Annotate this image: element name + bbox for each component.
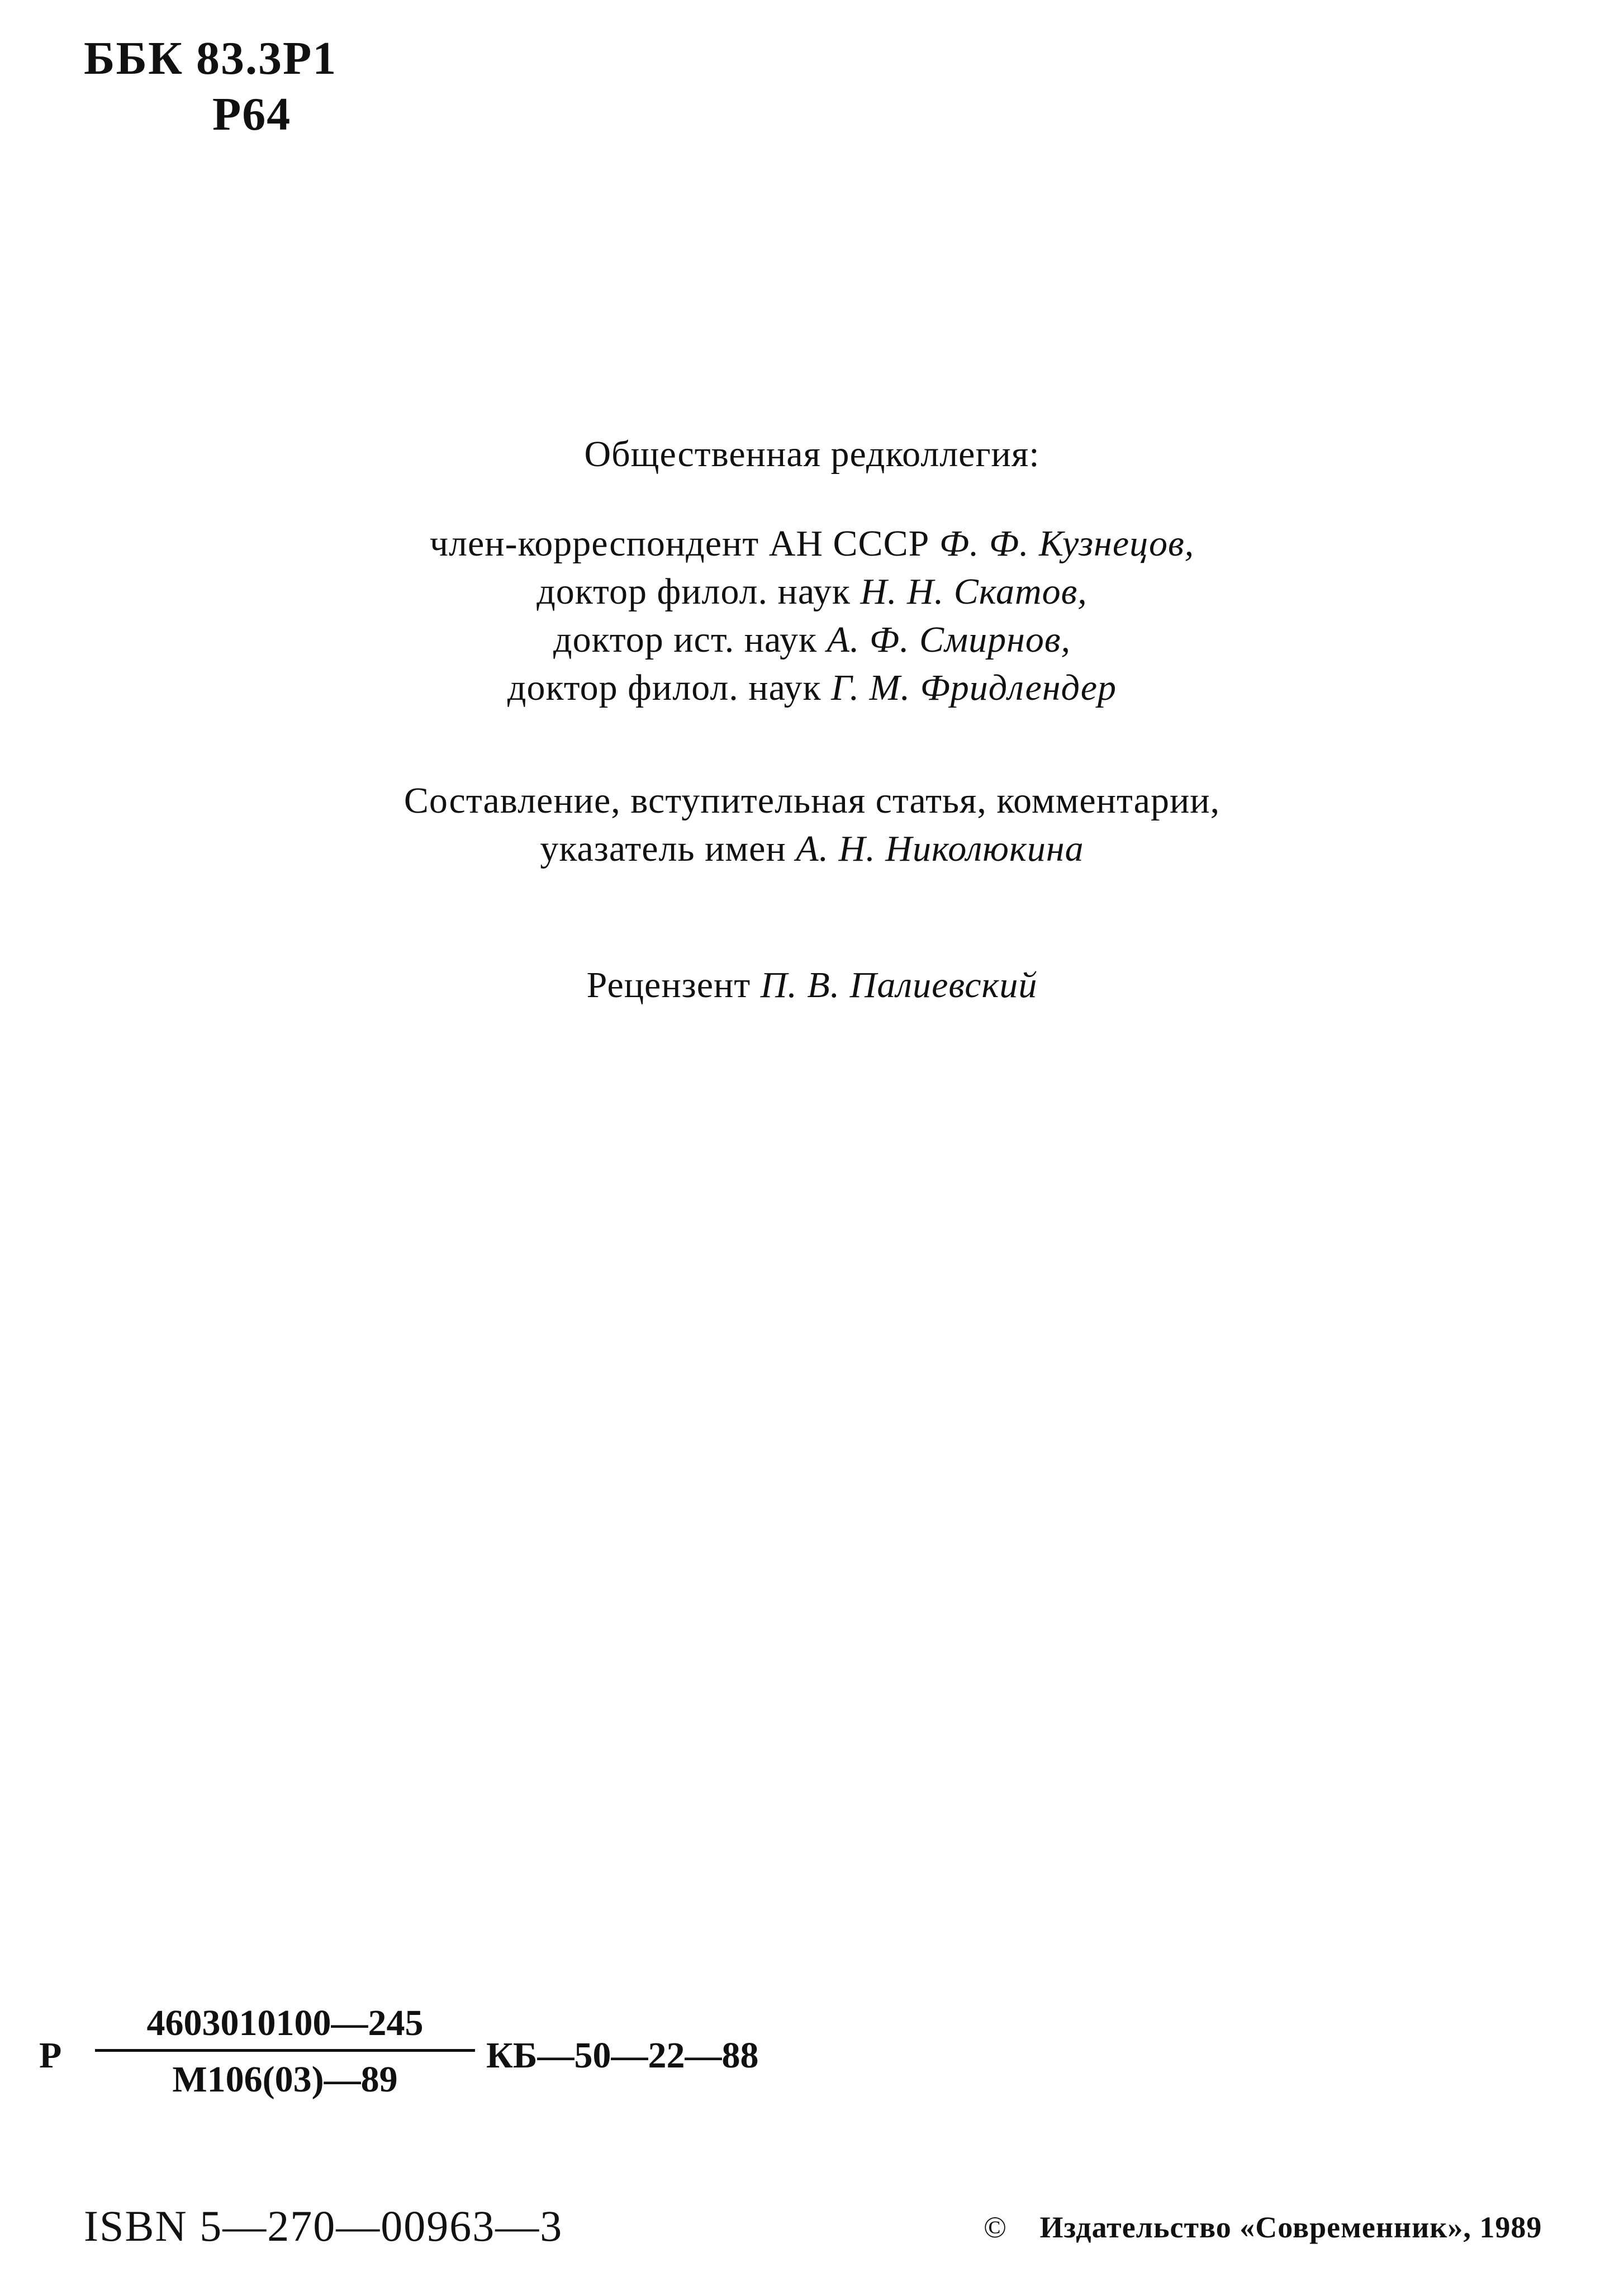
member-name: Г. М. Фридлендер	[831, 667, 1117, 708]
index-prefix: Р	[39, 2035, 62, 2076]
compilation-prefix: указатель имен	[540, 828, 786, 869]
editorial-board-list	[0, 520, 1624, 712]
board-member	[0, 568, 1624, 616]
editorial-board-heading: Общественная редколлегия:	[584, 434, 1040, 475]
member-title: доктор филол. наук	[507, 667, 822, 708]
member-name: Н. Н. Скатов,	[860, 571, 1088, 612]
index-code: КБ—50—22—88	[486, 2035, 759, 2076]
member-name: Ф. Ф. Кузнецов,	[939, 523, 1195, 564]
member-title: доктор филол. наук	[536, 571, 851, 612]
reviewer-name: П. В. Палиевский	[760, 965, 1038, 1006]
fraction-bar	[95, 2049, 475, 2052]
member-title: доктор ист. наук	[553, 619, 818, 660]
reviewer-label: Рецензент	[586, 965, 751, 1006]
isbn: ISBN 5—270—00963—3	[84, 2202, 563, 2250]
member-title: член-корреспондент АН СССР	[429, 523, 930, 564]
board-member	[0, 664, 1624, 712]
compiler-name: А. Н. Николюкина	[796, 828, 1084, 869]
bbk-code: ББК 83.3Р1	[84, 32, 338, 84]
compilation-line-1: Составление, вступительная статья, комментарии,	[403, 780, 1221, 821]
copyright-text: Издательство «Современник», 1989	[1039, 2211, 1542, 2244]
copyright-notice	[984, 2205, 1542, 2250]
index-numerator: 4603010100—245	[146, 2003, 424, 2043]
index-fraction	[95, 2001, 475, 2102]
board-member	[0, 616, 1624, 664]
member-name: А. Ф. Смирнов,	[827, 619, 1071, 660]
publishing-index	[39, 2001, 822, 2124]
board-member	[0, 520, 1624, 568]
index-denominator: М106(03)—89	[172, 2059, 398, 2100]
bbk-classification	[84, 31, 337, 143]
compilation-credit	[0, 777, 1624, 873]
compilation-line-2	[0, 825, 1624, 873]
reviewer-credit	[0, 961, 1624, 1009]
copyright-icon: ©	[984, 2211, 1008, 2244]
author-mark: Р64	[212, 88, 292, 140]
